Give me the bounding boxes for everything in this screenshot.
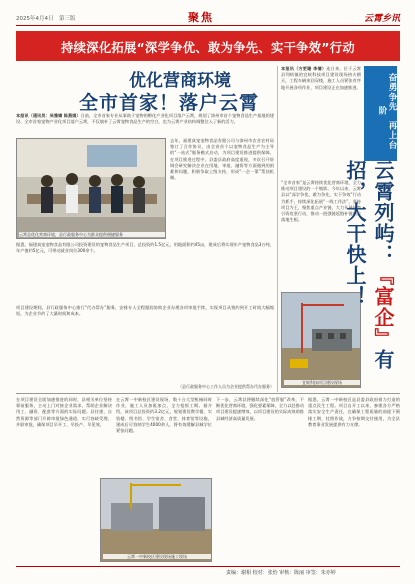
vertical-title-a: 云霄列屿： [371, 160, 395, 265]
bottom-para2: 在云霄一中新校区建设现场，数十台大型机械同时作业，施工人员加班加点，全力抢抓工期。据介绍，该项目总投资约3.2亿元，规划建设教学楼、实验楼、图书馆、学生宿舍、食堂、体育馆等设施，建成后可容纳学生4000余人，将有效缓解县城学位紧张问题。 [116, 397, 212, 434]
bottom-photo-caption: 云霄一中新校区建设现场施工现场 [103, 554, 211, 559]
left-article-para3: 项目建设期间，县行政服务中心推行“代办帮办”服务，安排专人全程跟踪协助企业办理各项审批手续，实现项目从签约到开工时间大幅缩短，为企业节约了大量时间和成本。 [16, 305, 274, 317]
banner-text: 持续深化拓展“深学争优、敢为争先、实干争效”行动 [61, 41, 355, 55]
issue-date: 2025年4月4日 第三版 [16, 16, 76, 22]
left-article-para2: 据悉，福建真宠宠物食品有限公司投资建设的宠物食品生产项目，总投资约1.5亿元，用地面积约45亩，建成后将实现年产宠物食品3万吨，年产值约5亿元，可带动就业岗位300余个。 [16, 242, 274, 254]
office-scene-image [17, 139, 166, 239]
mid-lead-byline: 本报讯（方更珊 李倩） [281, 66, 327, 71]
mid-lead-text: 连日来，位于云霄县列屿镇的宜蚁科技项目建设现场热火朝天，工程车辆来回穿梭，施工人员紧张有序地开展各项作业，项目建设正在加速推进。 [281, 66, 361, 90]
paper-name: 云霄乡讯 [363, 14, 400, 24]
left-lead-byline: 本报讯（通讯员：吴雅婧 陈燕娟） [16, 113, 81, 118]
service-center-photo [16, 138, 166, 239]
vertical-tag: 奋勇争先 再上台阶 [377, 72, 397, 150]
footer-credits: 责编：谢相 校对：张怡 审核：陈丽 审签：朱亦婷 [226, 570, 336, 576]
mid-article-para1: “全市首家”是云霄持续优化营商环境、全力推动项目建设的一个缩影。今年以来，云霄县以“深学争优、敢为争先、实干争效”行动为抓手，持续深化拓展“一线工作法”，坚持项目为王，聚焦重点产业链，大力开展招商引资攻坚行动，推动一批强链延链补链项目落地生根。 [281, 180, 361, 223]
school-construction-image [101, 479, 212, 562]
page-header [16, 8, 400, 26]
left-article-para1: 去年，福建真宠宠物食品有限公司与漳州市农业农村局签订了合作协议，由全省首个以宠物食品生产为主导的“一站式”服务模式启动，为项目建设推进提供保障。在项目推进过程中，县委县政府高度重视，多次召开协调会研究解决企业在用地、审批、融资等方面遇到的困难和问题，积极争取上级支持，形成“一企一策”帮扶机制。 [170, 138, 274, 181]
bottom-para1: 在项目建设全面加速推进的同时，县相关单位坚持靠前服务，主动上门对接企业需求，帮助企业解决用工、融资、配套等方面的实际问题。县住建、自然资源等部门开辟审批绿色通道，实行容缺受理、并联审批，确保项目早开工、早投产、早见效。 [16, 397, 112, 427]
vertical-title-b: 有招，大干快上！ [343, 160, 395, 370]
bottom-para3: 下一步，云霄县将继续深化“放管服”改革，不断优化营商环境，强化要素保障，全力以赴推动项目建设提速增效，以项目建设的实际成效助推县域经济高质量发展。 [216, 397, 304, 421]
vertical-title-red: 『富企』 [371, 265, 395, 349]
right-photo-caption: 宜蚁科技项目建设现场 [284, 380, 360, 385]
page-footer [16, 566, 400, 578]
top-photo-caption: 云霄县优化营商环境，县行政服务中心为群众提供便捷服务 [19, 232, 165, 237]
bottom-para4: 据悉，云霄一中新校区是县委县政府着力打造的重点民生工程。项目自开工以来，参建各方严格落实安全生产责任，在确保工程质量的前提下倒排工期、挂图作战，力争按期交付使用，为全县教育事业发展提供有力支撑。 [308, 397, 400, 427]
red-banner [16, 31, 400, 61]
construction-image [282, 293, 361, 388]
section-masthead: 聚焦 [188, 11, 214, 24]
left-lead-text: 日前，全市首家专业从事助于宠物的孵化产业化项目落户云霄，规划了漳州市首个宠物食品生产基地的建设。全市首家宠物产业化项目落户云霄，不仅填补了云霄宠物食品生产的空白，也为云霄产业结构调整注入了新的活力。 [16, 113, 274, 125]
school-site-photo [100, 478, 212, 562]
column-divider [277, 66, 278, 392]
headline-line2: 全市首家！落户云霄 [78, 92, 259, 114]
vertical-title [343, 160, 397, 370]
headline-line1: 优化营商环境 [129, 71, 231, 91]
section-divider [16, 393, 400, 394]
left-article-lead [16, 113, 274, 137]
small-caption: （县行政服务中心工作人员为企业提供帮办代办服务） [178, 384, 274, 389]
